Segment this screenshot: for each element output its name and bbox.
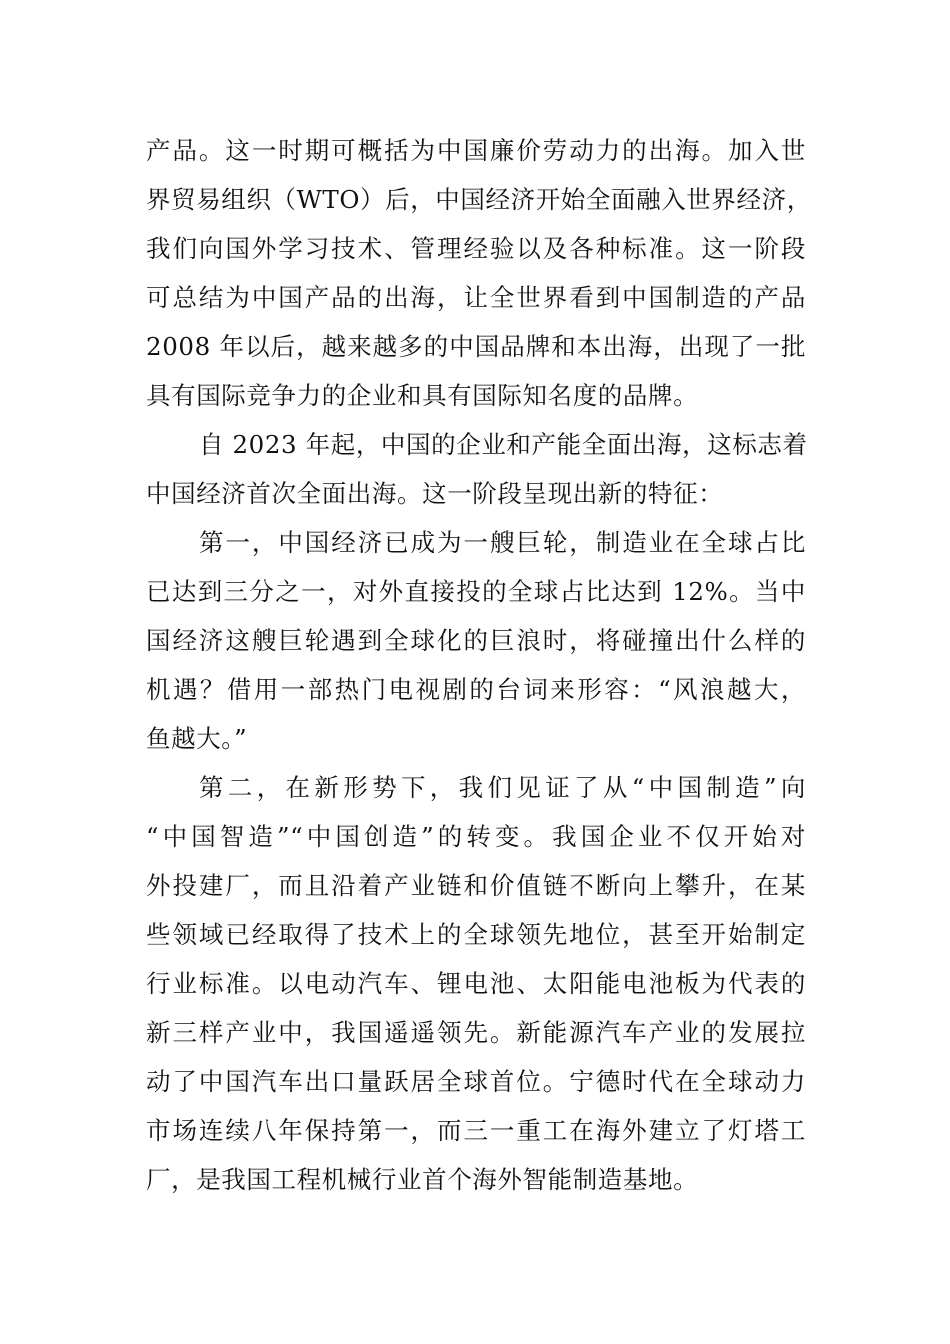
text-line: 具有国际竞争力的企业和具有国际知名度的品牌。 — [146, 381, 699, 410]
text-line: 可总结为中国产品的出海，让全世界看到中国制造的产品 — [146, 283, 806, 312]
text-line: 新三样产业中，我国遥遥领先。新能源汽车产业的发展拉 — [146, 1018, 806, 1047]
text-line: 已达到三分之一，对外直接投的全球占比达到 12%。当中 — [146, 577, 806, 606]
text-line: 厂，是我国工程机械行业首个海外智能制造基地。 — [146, 1165, 699, 1194]
text-line: 机遇？借用一部热门电视剧的台词来形容：“风浪越大， — [146, 675, 806, 704]
paragraph — [146, 420, 806, 518]
text-line: 中国经济首次全面出海。这一阶段呈现出新的特征： — [146, 479, 724, 508]
text-line: 国经济这艘巨轮遇到全球化的巨浪时，将碰撞出什么样的 — [146, 626, 806, 655]
text-line: 界贸易组织（WTO）后，中国经济开始全面融入世界经济， — [146, 185, 812, 214]
text-line: 市场连续八年保持第一，而三一重工在海外建立了灯塔工 — [146, 1116, 806, 1145]
text-line: 动了中国汽车出口量跃居全球首位。宁德时代在全球动力 — [146, 1067, 806, 1096]
text-line: “中国智造”“中国创造”的转变。我国企业不仅开始对 — [146, 822, 806, 851]
paragraph — [146, 763, 806, 1204]
text-line: 自 2023 年起，中国的企业和产能全面出海，这标志着 — [199, 430, 808, 459]
text-line: 行业标准。以电动汽车、锂电池、太阳能电池板为代表的 — [146, 969, 806, 998]
body-text — [146, 126, 812, 1204]
text-line: 些领域已经取得了技术上的全球领先地位，甚至开始制定 — [146, 920, 806, 949]
text-line: 鱼越大。” — [146, 724, 248, 753]
text-line: 第二，在新形势下，我们见证了从“中国制造”向 — [199, 773, 806, 802]
paragraph — [146, 126, 812, 420]
text-line: 我们向国外学习技术、管理经验以及各种标准。这一阶段 — [146, 234, 806, 263]
text-line: 外投建厂，而且沿着产业链和价值链不断向上攀升，在某 — [146, 871, 806, 900]
text-line: 第一，中国经济已成为一艘巨轮，制造业在全球占比 — [199, 528, 806, 557]
text-line: 2008 年以后，越来越多的中国品牌和本出海，出现了一批 — [146, 332, 806, 361]
paragraph — [146, 518, 806, 763]
text-line: 产品。这一时期可概括为中国廉价劳动力的出海。加入世 — [146, 136, 806, 165]
